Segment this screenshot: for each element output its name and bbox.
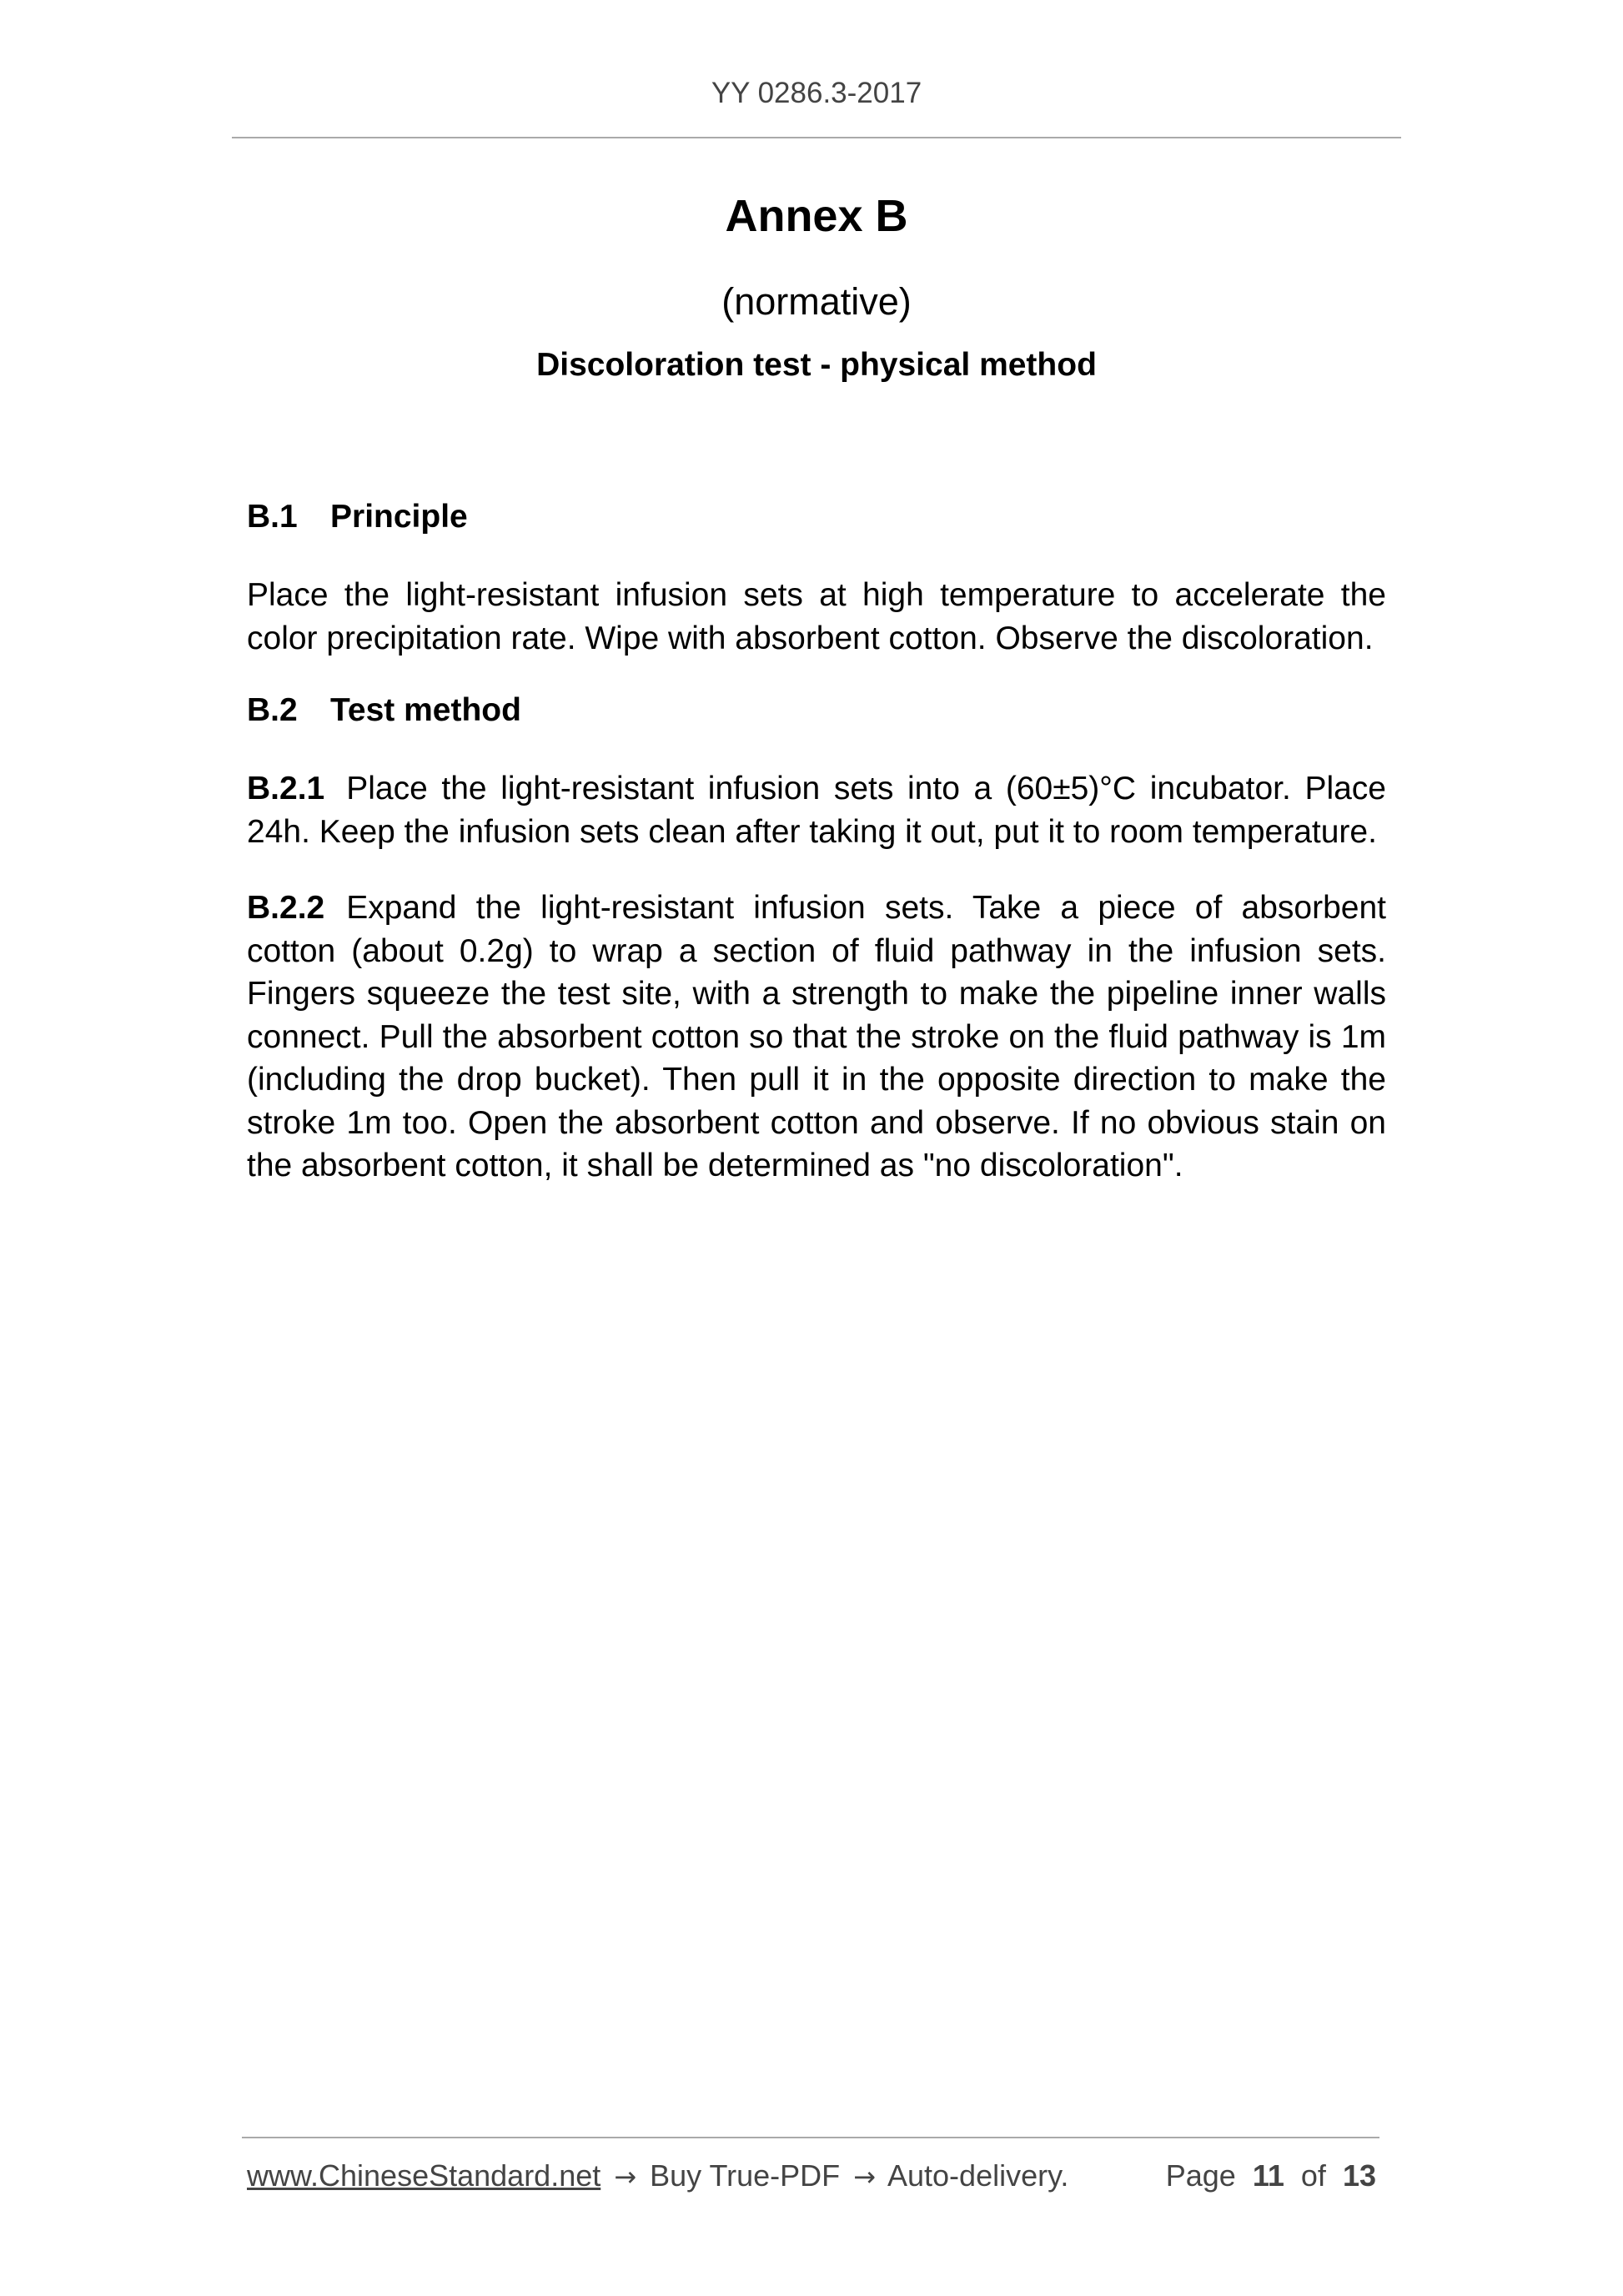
- page-total: 13: [1342, 2158, 1376, 2193]
- header-divider: [232, 137, 1401, 138]
- clause-b2-1: [247, 767, 1386, 853]
- page-current: 11: [1252, 2158, 1284, 2193]
- section-number: B.1: [247, 499, 298, 535]
- clause-text: Expand the light-resistant infusion sets. Take a piece of absorbent cotton (about 0.2g) to wrap a section of fluid pathway in the infusion sets. Fingers squeeze the test site, with a strength to make the pipeline inner walls connect. Pull the absorbent cotton so that the stroke on the fluid pathway is 1m (including the drop bucket). Then pull it in the opposite direction to make the stroke 1m too. Open the absorbent cotton and observe. If no obvious stain on the absorbent cotton, it shall be determined as "no discoloration".: [247, 890, 1386, 1183]
- footer-step-delivery: Auto-delivery.: [887, 2158, 1069, 2193]
- website-link[interactable]: www.ChineseStandard.net: [247, 2158, 601, 2193]
- principle-paragraph: Place the light-resistant infusion sets at high temperature to accelerate the color precipitation rate. Wipe with absorbent cotton. Observe the discoloration.: [247, 577, 1386, 656]
- clause-number: B.2.2: [247, 890, 325, 926]
- page-label: Page: [1165, 2158, 1236, 2193]
- footer-step-buy: Buy True-PDF: [650, 2158, 841, 2193]
- page-of-label: of: [1300, 2158, 1326, 2193]
- section-title: Test method: [330, 692, 521, 728]
- footer-divider: [242, 2137, 1379, 2138]
- clause-number: B.2.1: [247, 771, 325, 806]
- annex-type: (normative): [721, 280, 912, 323]
- annex-title: Annex B: [725, 191, 908, 241]
- footer-promo: [247, 2158, 1068, 2193]
- annex-subtitle: Discoloration test - physical method: [536, 347, 1097, 383]
- clause-text: Place the light-resistant infusion sets into a (60±5)°C incubator. Place 24h. Keep the infusion sets clean after taking it out, put it to room temperature.: [247, 771, 1386, 850]
- arrow-right-icon: →: [853, 2161, 876, 2193]
- document-code-header: YY 0286.3-2017: [711, 77, 922, 109]
- section-number: B.2: [247, 692, 298, 728]
- arrow-right-icon: →: [614, 2161, 637, 2193]
- clause-b2-2: [247, 887, 1386, 1188]
- page-number: [1166, 2158, 1376, 2193]
- section-heading-b2: [247, 692, 521, 729]
- section-heading-b1: [247, 499, 468, 535]
- section-title: Principle: [330, 499, 468, 535]
